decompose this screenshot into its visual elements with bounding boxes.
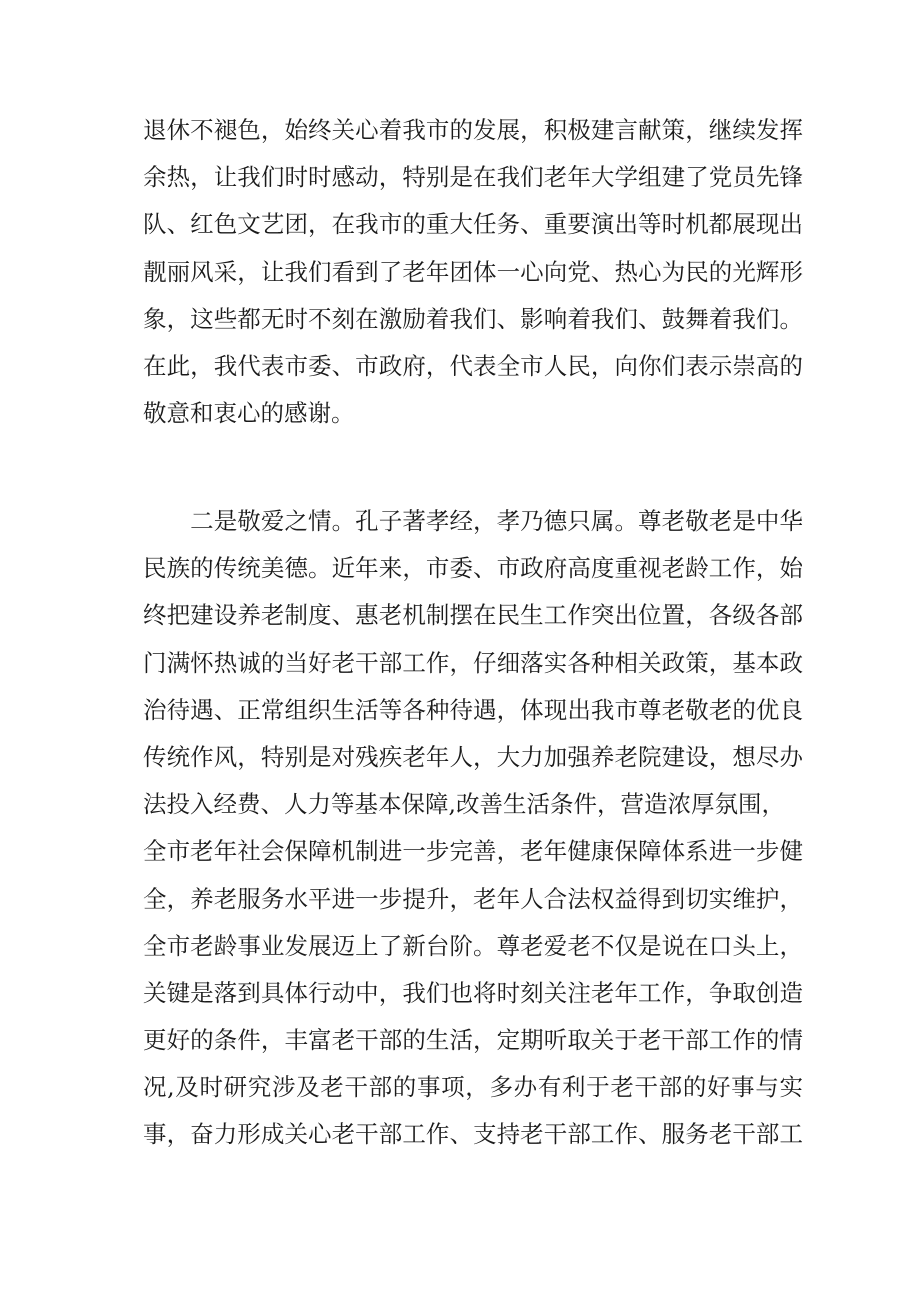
text-line-first: 二是敬爱之情。孔子著孝经，孝乃德只属。尊老敬老是中华	[143, 507, 803, 535]
paragraph-gratitude	[143, 107, 803, 437]
text-line: 事，奋力形成关心老干部工作、支持老干部工作、服务老干部工	[143, 1120, 803, 1149]
text-line: 全市老年社会保障机制进一步完善，老年健康保障体系进一步健	[143, 837, 803, 866]
text-line: 更好的条件，丰富老干部的生活，定期听取关于老干部工作的情	[143, 1026, 803, 1055]
text-line: 余热，让我们时时感动，特别是在我们老年大学组建了党员先锋	[143, 163, 803, 192]
paragraph-respect-elderly	[143, 498, 803, 1159]
text-line: 在此，我代表市委、市政府，代表全市人民，向你们表示崇高的	[143, 351, 803, 380]
text-line-last: 敬意和衷心的感谢。	[143, 399, 355, 428]
text-line: 治待遇、正常组织生活等各种待遇，体现出我市尊老敬老的优良	[143, 695, 803, 724]
text-line: 民族的传统美德。近年来，市委、市政府高度重视老龄工作，始	[143, 554, 803, 583]
text-line: 退休不褪色，始终关心着我市的发展，积极建言献策，继续发挥	[143, 116, 803, 144]
text-line: 传统作风，特别是对残疾老年人，大力加强养老院建设，想尽办	[143, 742, 803, 771]
text-line: 象，这些都无时不刻在激励着我们、影响着我们、鼓舞着我们。	[143, 304, 803, 333]
text-line: 终把建设养老制度、惠老机制摆在民生工作突出位置，各级各部	[143, 601, 803, 630]
text-line: 门满怀热诚的当好老干部工作，仔细落实各种相关政策，基本政	[143, 648, 803, 677]
text-line: 队、红色文艺团，在我市的重大任务、重要演出等时机都展现出	[143, 210, 803, 239]
text-line: 况,及时研究涉及老干部的事项，多办有利于老干部的好事与实	[143, 1073, 803, 1102]
text-line: 法投入经费、人力等基本保障,改善生活条件，营造浓厚氛围，	[143, 790, 785, 819]
text-line: 全市老龄事业发展迈上了新台阶。尊老爱老不仅是说在口头上，	[143, 931, 803, 960]
text-line: 关键是落到具体行动中，我们也将时刻关注老年工作，争取创造	[143, 978, 803, 1007]
text-line: 全，养老服务水平进一步提升，老年人合法权益得到切实维护，	[143, 884, 803, 913]
text-line: 靓丽风采，让我们看到了老年团体一心向党、热心为民的光辉形	[143, 257, 803, 286]
